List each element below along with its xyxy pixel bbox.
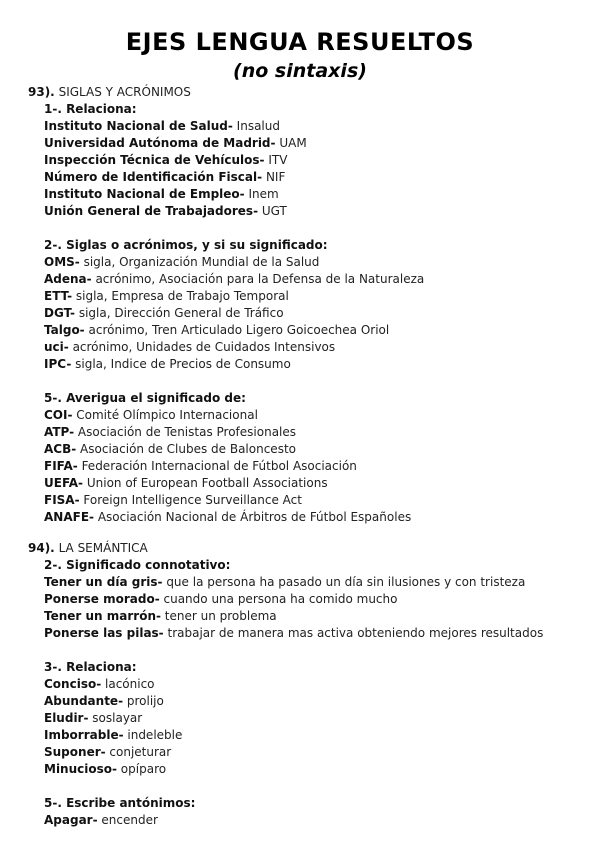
section-heading [28,84,588,101]
item-term: FIFA- [44,459,78,473]
item-definition: Insalud [232,119,280,133]
list-item [44,203,588,220]
item-definition: encender [97,813,158,827]
item-term: Apagar- [44,813,98,827]
item-term: Imborrable- [44,728,124,742]
item-term: ACB- [44,442,77,456]
list-item [44,305,588,322]
item-term: FISA- [44,493,80,507]
item-definition: que la persona ha pasado un día sin ilusiones y con tristeza [162,575,526,589]
item-term: ETT- [44,289,73,303]
item-term: Ponerse las pilas- [44,626,164,640]
list-item [44,407,588,424]
item-definition: Inem [244,187,279,201]
item-definition: ITV [264,153,288,167]
item-term: COI- [44,408,73,422]
item-definition: sigla, Organización Mundial de la Salud [79,255,320,269]
list-item [44,509,588,526]
item-definition: opíparo [116,762,167,776]
item-definition: indeleble [123,728,183,742]
item-definition: NIF [262,170,286,184]
item-definition: Federación Internacional de Fútbol Asociación [77,459,357,473]
list-item [44,118,588,135]
spacer [44,220,588,237]
list-item [44,693,588,710]
item-definition: UAM [275,136,307,150]
section-94 [28,540,588,829]
item-definition: cuando una persona ha comido mucho [159,592,398,606]
item-term: Número de Identificación Fiscal- [44,170,263,184]
item-definition: sigla, Indice de Precios de Consumo [71,357,291,371]
list-item [44,339,588,356]
item-definition: UGT [258,204,287,218]
item-definition: trabajar de manera mas activa obteniendo mejores resultados [163,626,544,640]
section-number: 93). [28,85,55,99]
subsection-title: 1-. Relaciona: [44,102,137,116]
item-term: Suponer- [44,745,106,759]
list-item [44,727,588,744]
subsection-title: 2-. Significado connotativo: [44,558,231,572]
item-term: uci- [44,340,69,354]
list-item [44,288,588,305]
item-term: Instituto Nacional de Salud- [44,119,233,133]
list-item [44,322,588,339]
item-term: Universidad Autónoma de Madrid- [44,136,276,150]
list-item [44,475,588,492]
spacer [44,778,588,795]
subsection-title: 2-. Siglas o acrónimos, y si su significado: [44,238,328,252]
list-item [44,271,588,288]
item-definition: Union of European Football Associations [83,476,328,490]
item-definition: Asociación de Clubes de Baloncesto [76,442,296,456]
item-definition: acrónimo, Unidades de Cuidados Intensivos [68,340,336,354]
item-term: Talgo- [44,323,85,337]
subsection-title: 5-. Escribe antónimos: [44,796,196,810]
section-number: 94). [28,541,55,555]
item-definition: Asociación de Tenistas Profesionales [74,425,297,439]
list-item [44,186,588,203]
list-item [44,574,588,591]
subsection-semantica [44,557,588,829]
item-definition: conjeturar [105,745,172,759]
list-item [44,356,588,373]
item-term: Unión General de Trabajadores- [44,204,259,218]
item-definition: lacónico [101,677,155,691]
item-definition: sigla, Dirección General de Tráfico [75,306,284,320]
list-item [44,812,588,829]
item-definition: Comité Olímpico Internacional [72,408,258,422]
section-heading [28,540,588,557]
item-definition: acrónimo, Asociación para la Defensa de la Naturaleza [91,272,425,286]
list-item [44,744,588,761]
subsection-relaciona [44,101,588,526]
item-definition: tener un problema [160,609,277,623]
document-title: EJES LENGUA RESUELTOS [125,28,475,56]
list-item [44,254,588,271]
item-term: Eludir- [44,711,89,725]
item-definition: Asociación Nacional de Árbitros de Fútbol Españoles [94,510,412,524]
section-name: LA SEMÁNTICA [58,541,148,555]
list-item [44,676,588,693]
subsection-title: 3-. Relaciona: [44,660,137,674]
list-item [44,492,588,509]
document-subtitle: (no sintaxis) [233,60,367,82]
item-term: Abundante- [44,694,124,708]
list-item [44,135,588,152]
item-definition: soslayar [88,711,143,725]
section-name: SIGLAS Y ACRÓNIMOS [58,85,191,99]
spacer [44,642,588,659]
item-term: Tener un marrón- [44,609,161,623]
item-term: DGT- [44,306,76,320]
list-item [44,591,588,608]
item-term: UEFA- [44,476,84,490]
item-term: Inspección Técnica de Vehículos- [44,153,265,167]
subsection-title: 5-. Averigua el significado de: [44,391,246,405]
item-definition: prolijo [123,694,164,708]
list-item [44,152,588,169]
list-item [44,761,588,778]
list-item [44,424,588,441]
item-term: ANAFE- [44,510,94,524]
item-term: Instituto Nacional de Empleo- [44,187,245,201]
item-term: Tener un día gris- [44,575,163,589]
list-item [44,625,588,642]
spacer [44,373,588,390]
item-term: OMS- [44,255,80,269]
item-term: Ponerse morado- [44,592,160,606]
item-term: IPC- [44,357,72,371]
item-term: Adena- [44,272,92,286]
section-93 [28,84,588,526]
list-item [44,458,588,475]
list-item [44,441,588,458]
document-content [28,84,588,829]
item-term: Conciso- [44,677,102,691]
item-term: Minucioso- [44,762,117,776]
list-item [44,169,588,186]
item-definition: acrónimo, Tren Articulado Ligero Goicoechea Oriol [84,323,390,337]
item-definition: Foreign Intelligence Surveillance Act [79,493,302,507]
item-term: ATP- [44,425,75,439]
list-item [44,710,588,727]
item-definition: sigla, Empresa de Trabajo Temporal [72,289,289,303]
list-item [44,608,588,625]
